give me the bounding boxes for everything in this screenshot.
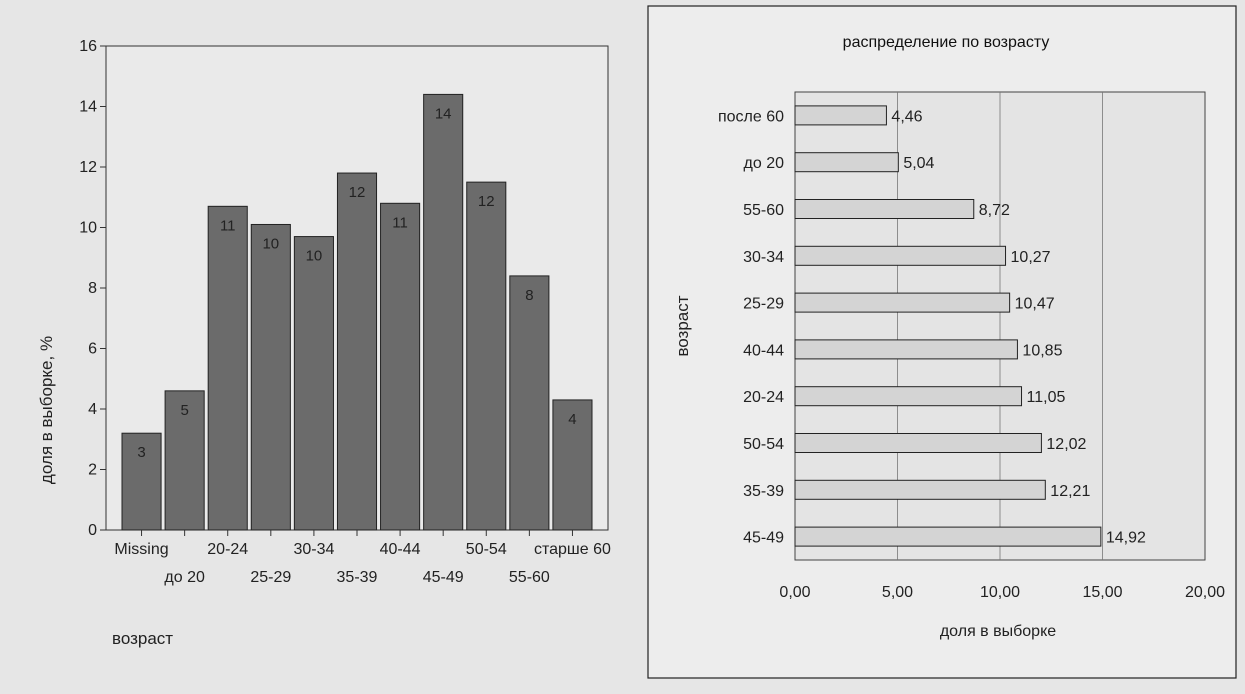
y-category-label: 30-34 xyxy=(743,248,784,266)
x-tick-label: Missing xyxy=(114,541,169,558)
bar xyxy=(294,237,333,530)
bar-value-label: 12,02 xyxy=(1046,436,1087,453)
bar xyxy=(795,153,898,172)
bar xyxy=(795,293,1010,312)
bar-value-label: 11,05 xyxy=(1026,389,1066,407)
bar xyxy=(795,200,974,219)
bar xyxy=(795,527,1101,546)
bar xyxy=(795,387,1022,406)
bar-value-label: 8 xyxy=(525,286,534,304)
bar xyxy=(467,182,506,530)
bar-value-label: 8,72 xyxy=(978,202,1010,219)
x-tick-label: 35-39 xyxy=(336,569,378,586)
y-category-label: 40-44 xyxy=(743,342,784,360)
bar-value-label: 10 xyxy=(305,247,323,265)
x-axis-ticks xyxy=(114,530,611,586)
y-tick-label: 16 xyxy=(79,38,97,55)
x-tick-label: 5,00 xyxy=(881,584,914,601)
y-category-label: 20-24 xyxy=(743,389,784,407)
bar-value-label: 11 xyxy=(392,214,408,232)
bar-value-label: 3 xyxy=(137,444,146,462)
bar xyxy=(795,340,1017,359)
x-tick-label: старше 60 xyxy=(533,541,611,558)
y-category-label: 55-60 xyxy=(743,202,784,219)
bar-value-label: 12 xyxy=(348,184,366,202)
y-tick-label: 6 xyxy=(88,340,97,358)
y-category-label: до 20 xyxy=(743,155,784,173)
vertical-bar-chart xyxy=(37,38,611,648)
bar-value-label: 11 xyxy=(219,217,236,235)
x-tick-label: 15,00 xyxy=(1082,584,1123,601)
x-tick-label: 40-44 xyxy=(379,541,421,558)
bar xyxy=(208,206,247,530)
bar xyxy=(510,276,549,530)
bar-value-label: 4,46 xyxy=(891,108,923,126)
bar-value-label: 14,92 xyxy=(1105,529,1146,547)
y-category-label: 35-39 xyxy=(743,482,784,500)
x-tick-label: до 20 xyxy=(164,569,205,586)
x-tick-label: 0,00 xyxy=(779,584,811,601)
y-tick-label: 8 xyxy=(88,280,97,297)
x-tick-label: 55-60 xyxy=(508,569,550,586)
chart-title: распределение по возрасту xyxy=(842,34,1050,51)
bar-value-label: 10,85 xyxy=(1022,342,1063,360)
x-tick-label: 30-34 xyxy=(293,541,335,558)
bar-value-label: 12,21 xyxy=(1050,482,1091,500)
x-tick-label: 25-29 xyxy=(250,569,292,586)
bar-value-label: 5,04 xyxy=(903,155,935,173)
y-category-label: 50-54 xyxy=(743,436,784,453)
x-axis-label: возраст xyxy=(112,629,174,648)
bar-value-label: 12 xyxy=(477,193,495,211)
x-tick-label: 50-54 xyxy=(465,541,507,558)
x-axis-label: доля в выборке xyxy=(939,623,1057,640)
y-tick-label: 0 xyxy=(88,522,97,539)
y-tick-label: 12 xyxy=(79,159,97,176)
y-axis-label: доля в выборке, % xyxy=(37,335,56,485)
y-category-label: после 60 xyxy=(717,108,784,126)
bar xyxy=(381,203,420,530)
bar xyxy=(337,173,376,530)
y-category-label: 45-49 xyxy=(743,529,784,547)
bar-value-label: 5 xyxy=(180,401,189,419)
y-tick-label: 10 xyxy=(79,219,97,237)
horizontal-bar-chart xyxy=(648,6,1236,678)
x-tick-label: 45-49 xyxy=(422,569,464,586)
y-axis-label: возраст xyxy=(673,295,692,357)
y-tick-label: 14 xyxy=(79,98,97,116)
bar xyxy=(795,106,886,125)
bar-value-label: 4 xyxy=(568,410,577,428)
y-category-label: 25-29 xyxy=(743,295,784,313)
y-axis-ticks xyxy=(79,38,106,539)
bar xyxy=(795,480,1045,499)
bar-value-label: 10 xyxy=(262,235,280,253)
x-tick-label: 20,00 xyxy=(1184,584,1226,601)
bar xyxy=(795,246,1006,265)
bar-value-label: 10,27 xyxy=(1010,248,1051,266)
x-tick-label: 10,00 xyxy=(979,584,1021,601)
bar xyxy=(795,434,1041,453)
bar xyxy=(424,94,463,530)
y-tick-label: 4 xyxy=(88,401,97,418)
y-tick-label: 2 xyxy=(88,461,97,479)
x-tick-label: 20-24 xyxy=(207,541,249,558)
bar-value-label: 14 xyxy=(434,105,452,123)
bar xyxy=(251,224,290,530)
bar-value-label: 10,47 xyxy=(1014,295,1055,313)
